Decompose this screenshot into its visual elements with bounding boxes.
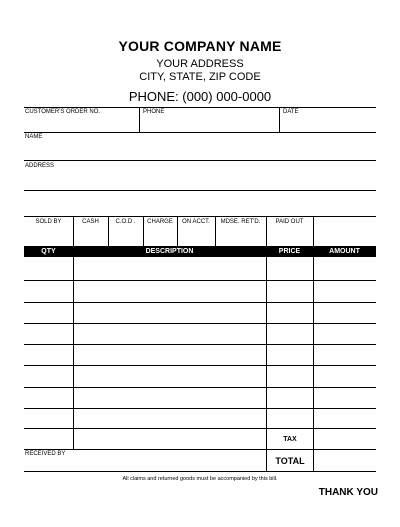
item-row-line (24, 387, 376, 388)
company-city-state-zip: CITY, STATE, ZIP CODE (139, 71, 261, 83)
date-label: DATE (283, 109, 299, 115)
cash-label: CASH (82, 219, 99, 225)
column-price: PRICE (278, 248, 301, 255)
phone-date-divider (279, 107, 280, 132)
column-qty: QTY (41, 248, 56, 255)
tax-row-bottom-line (24, 449, 376, 450)
cod-label: C.O.D . (115, 219, 136, 225)
column-amount: AMOUNT (329, 248, 360, 255)
on-acct-label: ON ACCT. (182, 219, 210, 225)
item-row-line (24, 428, 376, 429)
item-row-line (24, 365, 376, 366)
item-row-line (24, 344, 376, 345)
address-row-bottom-line (24, 190, 376, 191)
sale-info-top-line (24, 216, 376, 217)
thank-you-text: THANK YOU (318, 487, 378, 498)
sold-by-label: SOLD BY (35, 219, 62, 225)
item-row-line (24, 302, 376, 303)
order-phone-divider (139, 107, 140, 132)
received-by-label: RECEIVED BY (25, 451, 66, 457)
customer-block-top-line (24, 107, 376, 108)
sale-divider-7 (313, 216, 314, 246)
charge-label: CHARGE (147, 219, 173, 225)
amount-column-divider (313, 257, 314, 471)
customer-phone-label: PHONE (143, 109, 165, 115)
tax-label: TAX (283, 436, 297, 443)
company-name: YOUR COMPANY NAME (118, 38, 282, 54)
total-row-bottom-line (24, 471, 376, 472)
name-label: NAME (25, 134, 43, 140)
item-row-line (24, 280, 376, 281)
company-address: YOUR ADDRESS (156, 58, 244, 70)
item-row-line (24, 323, 376, 324)
total-label: TOTAL (275, 456, 305, 466)
mdse-retd-label: MDSE. RET'D. (220, 219, 261, 225)
qty-column-divider (73, 257, 74, 449)
column-description: DESCRIPTION (145, 248, 194, 255)
address-label: ADDRESS (25, 163, 55, 169)
name-row-top-line (24, 132, 376, 133)
claims-note: All claims and returned goods must be accompanied by this bill. (122, 476, 278, 482)
company-phone: PHONE: (000) 000-0000 (128, 89, 272, 104)
address-row-top-line (24, 160, 376, 161)
customer-order-no-label: CUSTOMER'S ORDER NO. (25, 109, 101, 115)
item-row-line (24, 408, 376, 409)
paid-out-label: PAID OUT (275, 219, 304, 225)
